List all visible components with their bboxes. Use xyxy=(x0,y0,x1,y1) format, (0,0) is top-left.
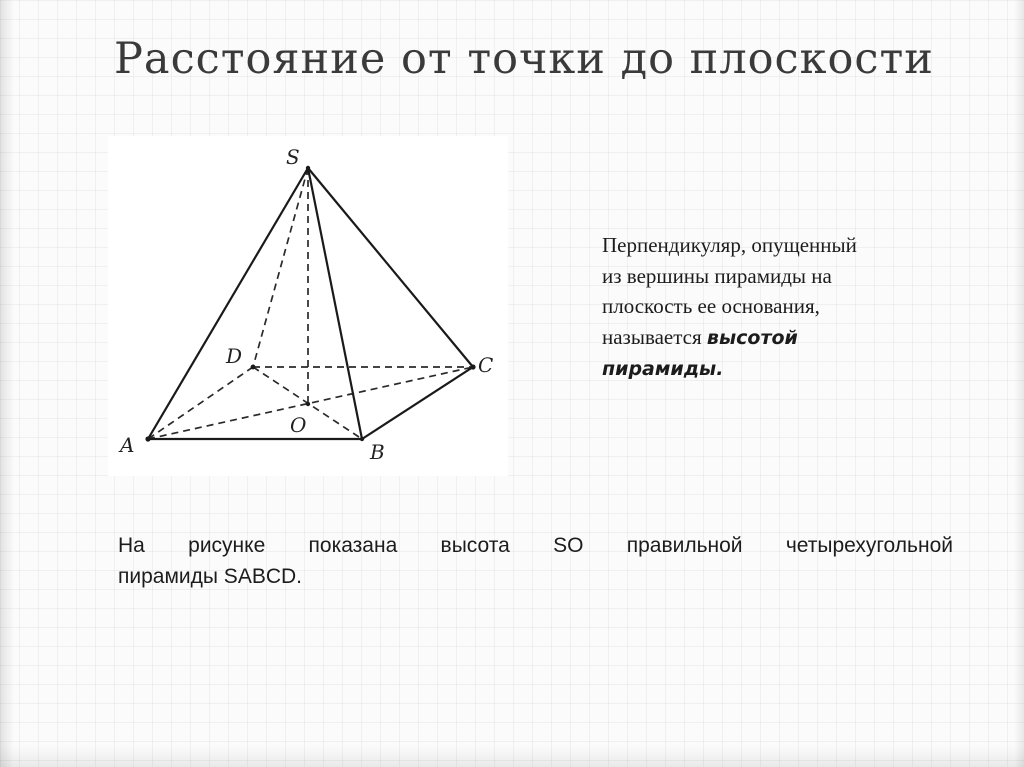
diagonal-AC xyxy=(148,367,473,439)
label-D: D xyxy=(226,344,243,368)
caption-line-2: пирамиды SABCD. xyxy=(118,564,302,588)
label-A: A xyxy=(120,433,135,457)
vertex-points xyxy=(145,166,475,442)
caption-word: рисунке xyxy=(188,534,266,557)
definition-line-4-prefix: называется xyxy=(602,324,707,349)
edge-SA xyxy=(148,168,308,439)
caption-line-1 xyxy=(118,531,953,562)
slide-edge-shadow-bottom xyxy=(0,745,1024,767)
visible-edges xyxy=(148,168,473,439)
pyramid-diagram xyxy=(108,136,508,476)
label-S: S xyxy=(286,145,300,169)
definition-line-2: из вершины пирамиды на xyxy=(602,263,832,288)
definition-text xyxy=(602,230,947,385)
slide-edge-shadow-left xyxy=(0,0,14,767)
point-A xyxy=(145,436,150,441)
caption-text xyxy=(118,531,953,592)
pyramid-figure xyxy=(108,136,508,476)
label-B: B xyxy=(370,440,385,464)
edge-SD xyxy=(253,168,308,367)
caption-word: SO xyxy=(553,534,584,557)
edge-SB xyxy=(308,168,362,439)
definition-term-pyramid: пирамиды. xyxy=(602,358,724,380)
slide-edge-shadow-right xyxy=(1014,0,1024,767)
definition-line-5 xyxy=(602,353,947,385)
slide-title: Расстояние от точки до плоскости xyxy=(114,34,934,84)
caption-word: высота xyxy=(440,534,510,557)
point-C xyxy=(470,364,475,369)
label-O: O xyxy=(290,413,307,437)
definition-line-1: Перпендикуляр, опущенный xyxy=(602,233,857,257)
definition-line-3: плоскость ее основания, xyxy=(602,294,820,318)
edge-SC xyxy=(308,168,473,367)
label-C: C xyxy=(478,353,494,377)
point-B xyxy=(360,437,364,441)
caption-word: На xyxy=(118,534,145,557)
caption-word: правильной xyxy=(626,534,743,557)
point-D xyxy=(251,365,256,370)
definition-term-height: высотой xyxy=(706,326,798,349)
definition-line-4 xyxy=(602,322,947,354)
edge-BC xyxy=(362,367,473,439)
caption-word: показана xyxy=(308,534,398,557)
point-S xyxy=(306,166,310,170)
point-O xyxy=(306,402,310,406)
caption-word: четырехугольной xyxy=(785,534,953,557)
